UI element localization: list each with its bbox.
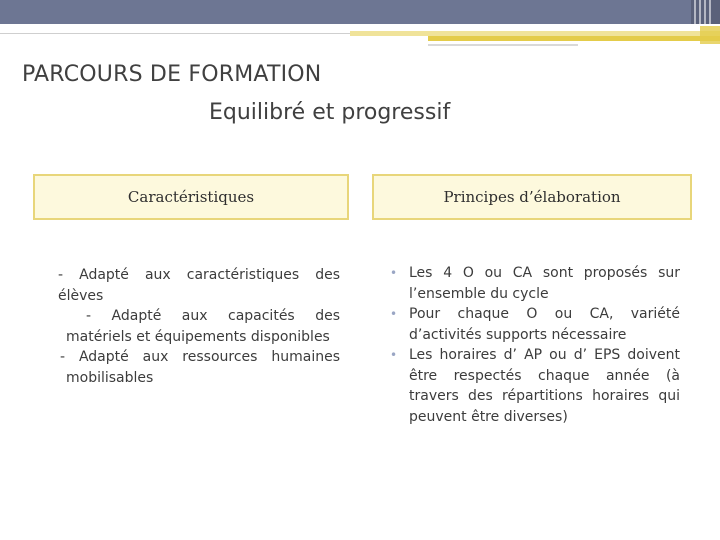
characteristics-header: Caractéristiques	[33, 174, 349, 220]
top-band	[0, 0, 691, 24]
band-stripe	[699, 0, 701, 24]
characteristic-item: - Adapté aux capacités des matériels et équipements disponibles	[66, 308, 340, 345]
principle-text: Les horaires d’ AP ou d’ EPS doivent être respectés chaque année (à travers des répartitions horaires qui peuvent être diverses)	[409, 347, 680, 425]
principles-header: Principes d’élaboration	[372, 174, 692, 220]
bullet-icon: •	[390, 348, 398, 362]
characteristic-item: - Adapté aux ressources humaines mobilisables	[60, 349, 340, 386]
characteristics-list	[58, 265, 340, 388]
principle-item	[388, 345, 680, 427]
principle-item	[388, 304, 680, 345]
gold-band	[428, 36, 720, 41]
band-stripe	[704, 0, 706, 24]
principle-text: Les 4 O ou CA sont proposés sur l’ensemble du cycle	[409, 265, 680, 302]
page-title: PARCOURS DE FORMATION	[22, 62, 322, 87]
principles-list	[388, 263, 680, 427]
band-stripe	[694, 0, 696, 24]
band-stripe	[709, 0, 711, 24]
principle-item	[388, 263, 680, 304]
bullet-icon: •	[390, 307, 398, 321]
bullet-icon: •	[390, 266, 398, 280]
principle-text: Pour chaque O ou CA, variété d’activités supports nécessaire	[409, 306, 680, 343]
gold-corner	[700, 26, 720, 44]
characteristic-item: - Adapté aux caractéristiques des élèves	[58, 267, 340, 304]
divider-line	[428, 44, 578, 46]
page-subtitle: Equilibré et progressif	[209, 100, 451, 125]
